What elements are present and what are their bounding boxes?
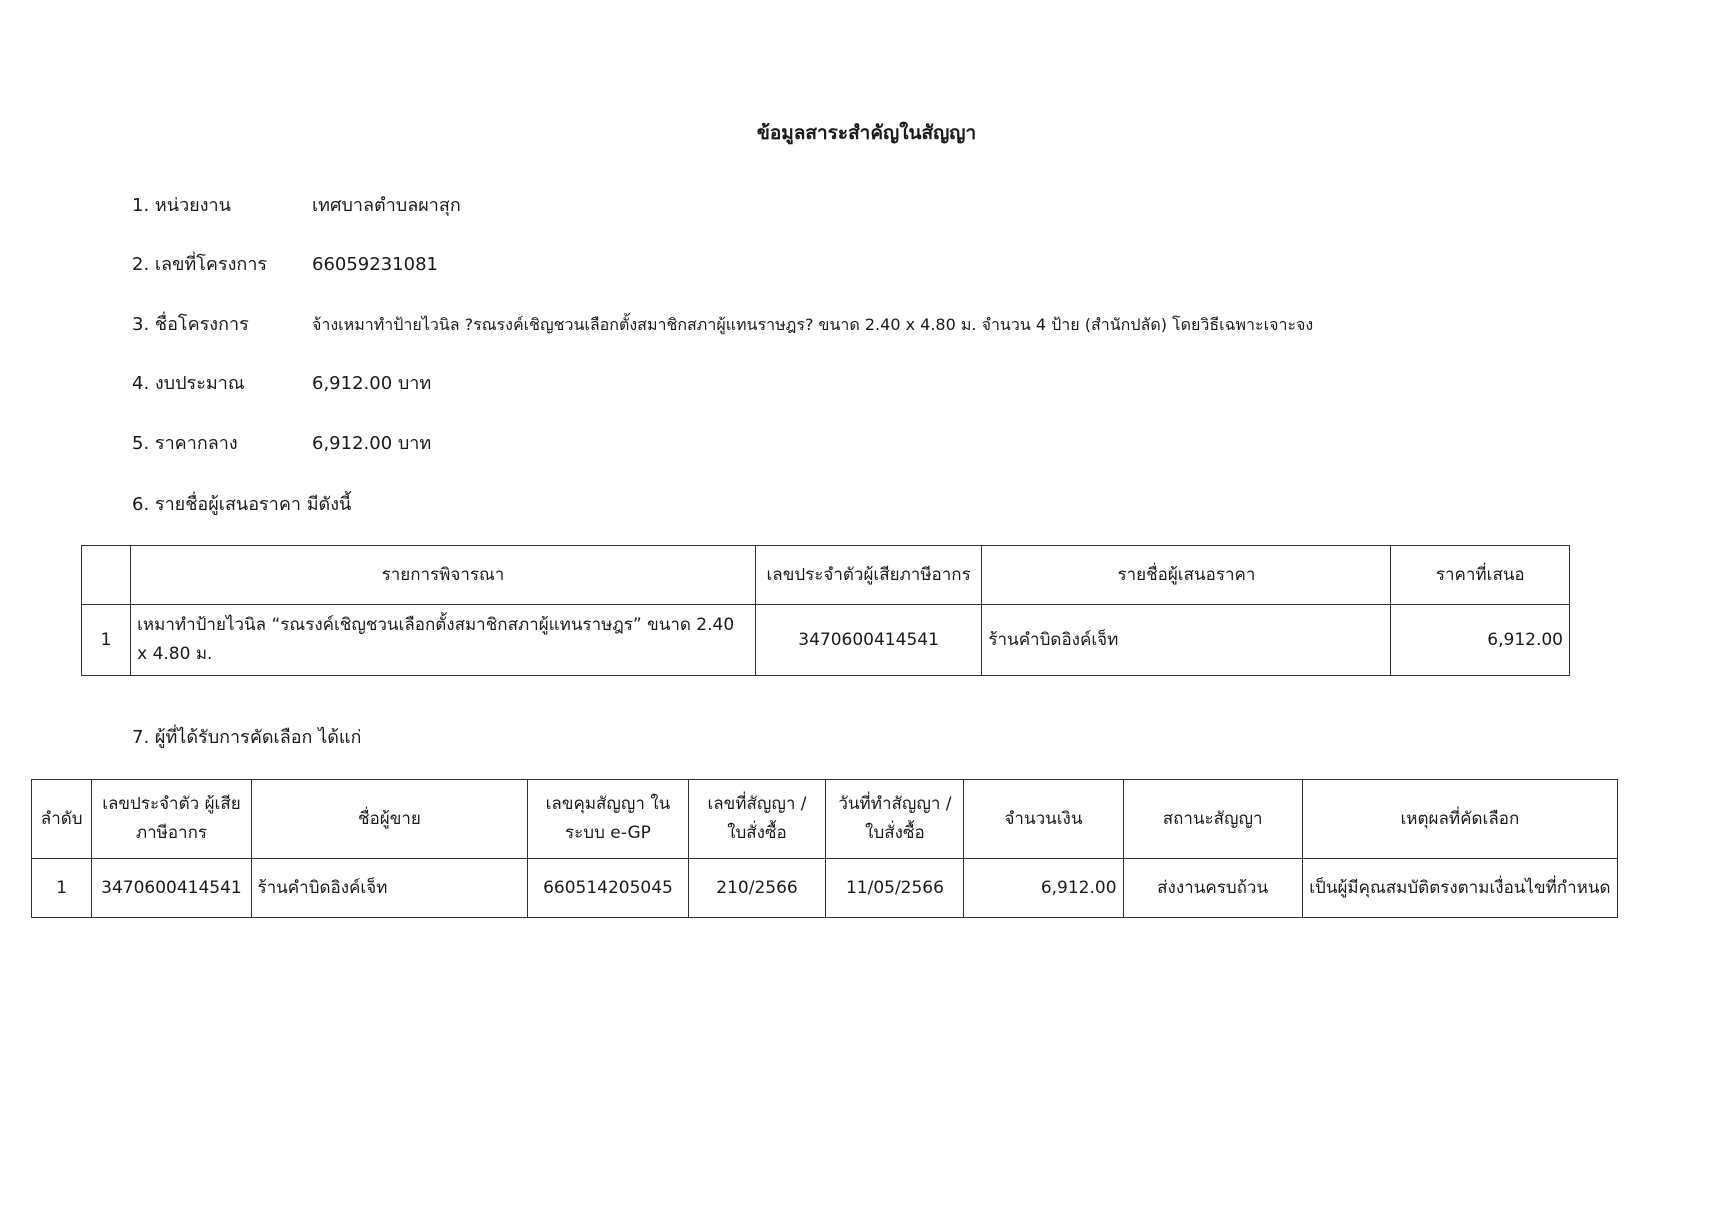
table-row: [32, 859, 1618, 918]
header-cell: รายชื่อผู้เสนอราคา: [982, 546, 1391, 605]
field-agency: [132, 190, 461, 219]
field-project-number: [132, 249, 438, 278]
winner-section-heading: 7. ผู้ที่ได้รับการคัดเลือก ได้แก่: [132, 727, 362, 748]
field-value: 66059231081: [312, 254, 438, 275]
seller-name: ร้านคำบิดอิงค์เจ็ท: [251, 859, 528, 918]
field-budget: [132, 368, 431, 397]
header-cell: เลขประจำตัว ผู้เสียภาษีอากร: [92, 780, 251, 859]
tax-id: 3470600414541: [92, 859, 251, 918]
bidder-name: ร้านคำบิดอิงค์เจ็ท: [982, 605, 1391, 676]
header-cell: รายการพิจารณา: [131, 546, 756, 605]
contract-status: ส่งงานครบถ้วน: [1123, 859, 1302, 918]
field-value: 6,912.00 บาท: [312, 433, 432, 454]
header-cell: ลำดับ: [32, 780, 92, 859]
field-label: 3. ชื่อโครงการ: [132, 314, 249, 335]
row-number: 1: [82, 605, 131, 676]
tax-id: 3470600414541: [755, 605, 982, 676]
contract-date: 11/05/2566: [826, 859, 964, 918]
field-project-name: [132, 309, 1313, 338]
selection-reason: เป็นผู้มีคุณสมบัติตรงตามเงื่อนไขที่กำหนด: [1302, 859, 1617, 918]
header-cell: สถานะสัญญา: [1123, 780, 1302, 859]
header-cell: เลขที่สัญญา / ใบสั่งซื้อ: [688, 780, 826, 859]
header-cell: จำนวนเงิน: [964, 780, 1123, 859]
row-number: 1: [32, 859, 92, 918]
amount: 6,912.00: [964, 859, 1123, 918]
egp-number: 660514205045: [528, 859, 688, 918]
field-label: 4. งบประมาณ: [132, 373, 245, 394]
header-cell: เลขประจำตัวผู้เสียภาษีอากร: [755, 546, 982, 605]
winner-table: [31, 779, 1618, 918]
contract-number: 210/2566: [688, 859, 826, 918]
document-title: ข้อมูลสาระสำคัญในสัญญา: [756, 122, 977, 144]
header-cell: เลขคุมสัญญา ในระบบ e-GP: [528, 780, 688, 859]
field-value: 6,912.00 บาท: [312, 373, 432, 394]
header-cell: [82, 546, 131, 605]
offered-price: 6,912.00: [1391, 605, 1570, 676]
table-header-row: [32, 780, 1618, 859]
field-median-price: [132, 428, 431, 457]
field-value: จ้างเหมาทำป้ายไวนิล ?รณรงค์เชิญชวนเลือกตั้งสมาชิกสภาผู้แทนราษฎร? ขนาด 2.40 x 4.80 ม. จำนวน 4 ป้าย (สำนักปลัด) โดยวิธีเฉพาะเจาะจง: [312, 315, 1314, 334]
header-cell: เหตุผลที่คัดเลือก: [1302, 780, 1617, 859]
table-header-row: [82, 546, 1570, 605]
table-row: [82, 605, 1570, 676]
header-cell: วันที่ทำสัญญา / ใบสั่งซื้อ: [826, 780, 964, 859]
header-cell: ชื่อผู้ขาย: [251, 780, 528, 859]
field-value: เทศบาลตำบลผาสุก: [312, 195, 461, 216]
field-label: 5. ราคากลาง: [132, 433, 238, 454]
field-label: 2. เลขที่โครงการ: [132, 254, 268, 275]
item-description: เหมาทำป้ายไวนิล “รณรงค์เชิญชวนเลือกตั้งสมาชิกสภาผู้แทนราษฎร” ขนาด 2.40 x 4.80 ม.: [131, 605, 756, 676]
field-label: 1. หน่วยงาน: [132, 195, 231, 216]
header-cell: ราคาที่เสนอ: [1391, 546, 1570, 605]
bids-section-heading: 6. รายชื่อผู้เสนอราคา มีดังนี้: [132, 494, 352, 515]
bids-table: [81, 545, 1570, 676]
